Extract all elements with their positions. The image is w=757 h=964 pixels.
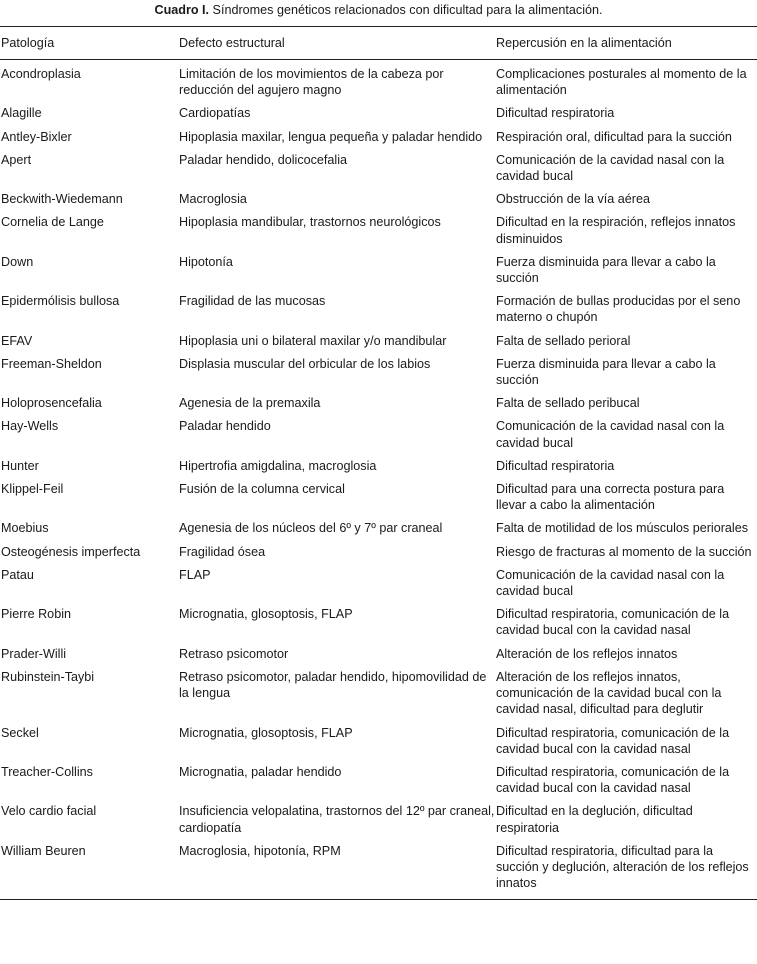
table-row — [0, 147, 757, 186]
cell-repercusion: Fuerza disminuida para llevar a cabo la succión — [496, 356, 716, 388]
table-row — [0, 390, 757, 413]
cell-defecto: Macroglosia — [179, 192, 247, 207]
cell-defecto: Paladar hendido, dolicocefalia — [179, 152, 348, 167]
cell-defecto: Hipoplasia uni o bilateral maxilar y/o mandibular — [179, 333, 447, 348]
cell-patologia: EFAV — [1, 333, 33, 348]
table-row — [0, 209, 757, 248]
cell-patologia: Hunter — [1, 458, 39, 473]
cell-patologia: Klippel-Feil — [1, 482, 64, 497]
cell-repercusion: Comunicación de la cavidad nasal con la cavidad bucal — [496, 419, 725, 450]
table-row — [0, 186, 757, 209]
cell-patologia: Freeman-Sheldon — [1, 356, 102, 371]
cell-defecto: Hipotonía — [179, 254, 233, 269]
table-row — [0, 720, 757, 759]
cell-repercusion: Comunicación de la cavidad nasal con la cavidad bucal — [496, 152, 725, 184]
cell-patologia: Beckwith-Wiedemann — [1, 192, 123, 207]
cell-repercusion: Dificultad respiratoria — [496, 458, 615, 473]
cell-defecto: Fragilidad de las mucosas — [179, 294, 326, 309]
cell-defecto: Agenesia de los núcleos del 6º y 7º par craneal — [179, 521, 443, 536]
cell-patologia: Rubinstein-Taybi — [1, 669, 95, 684]
cell-defecto: Macroglosia, hipotonía, RPM — [179, 838, 496, 900]
cell-defecto: Fragilidad ósea — [179, 544, 266, 559]
cell-patologia: Hay-Wells — [1, 419, 59, 434]
table-row — [0, 249, 757, 288]
table-row — [0, 759, 757, 798]
table-row — [0, 124, 757, 147]
cell-patologia: Down — [1, 254, 34, 269]
table-row — [0, 60, 757, 101]
cell-patologia: Patau — [1, 567, 34, 582]
cell-repercusion: Riesgo de fracturas al momento de la succión — [496, 544, 752, 559]
cell-repercusion: Alteración de los reflejos innatos, comunicación de la cavidad bucal con la cavidad nasal, dificultad para deglutir — [496, 669, 722, 717]
cell-defecto: Micrognatia, paladar hendido — [179, 764, 342, 779]
cell-patologia: Osteogénesis imperfecta — [1, 544, 141, 559]
cell-repercusion: Alteración de los reflejos innatos — [496, 646, 678, 661]
cell-defecto: Hipoplasia maxilar, lengua pequeña y paladar hendido — [179, 129, 483, 144]
cell-repercusion: Fuerza disminuida para llevar a cabo la succión — [496, 254, 716, 286]
table-row — [0, 288, 757, 327]
cell-defecto: FLAP — [179, 567, 211, 582]
cell-defecto: Cardiopatías — [179, 106, 251, 121]
table-row — [0, 641, 757, 664]
cell-defecto: Paladar hendido — [179, 419, 271, 434]
cell-patologia: Acondroplasia — [1, 67, 81, 81]
header-patologia: Patología — [0, 27, 179, 60]
table-row — [0, 476, 757, 515]
cell-repercusion: Dificultad respiratoria — [496, 106, 615, 121]
cell-defecto: Fusión de la columna cervical — [179, 482, 345, 497]
cell-patologia: Epidermólisis bullosa — [1, 294, 120, 309]
header-repercusion: Repercusión en la alimentación — [496, 27, 757, 60]
cell-defecto: Agenesia de la premaxila — [179, 396, 321, 411]
cell-repercusion: Falta de motilidad de los músculos periorales — [496, 521, 748, 536]
table-row — [0, 100, 757, 123]
table-row — [0, 453, 757, 476]
table-row — [0, 798, 757, 837]
cell-defecto: Hipoplasia mandibular, trastornos neurológicos — [179, 215, 441, 230]
cell-repercusion: Dificultad respiratoria, dificultad para la succión y deglución, alteración de los reflejos innatos — [496, 838, 757, 900]
table-caption — [0, 0, 757, 23]
cell-repercusion: Complicaciones posturales al momento de la alimentación — [496, 67, 747, 98]
cell-patologia: Pierre Robin — [1, 607, 71, 622]
cell-defecto: Micrognatia, glosoptosis, FLAP — [179, 725, 353, 740]
table-row — [0, 328, 757, 351]
table-row — [0, 351, 757, 390]
caption-text: Síndromes genéticos relacionados con dificultad para la alimentación. — [209, 3, 603, 17]
cell-repercusion: Falta de sellado peribucal — [496, 396, 640, 411]
header-defecto: Defecto estructural — [179, 27, 496, 60]
cell-defecto: Limitación de los movimientos de la cabeza por reducción del agujero magno — [179, 67, 444, 98]
header-row — [0, 27, 757, 60]
cell-defecto: Retraso psicomotor — [179, 646, 289, 661]
cell-patologia: Holoprosencefalia — [1, 396, 102, 411]
cell-patologia: Treacher-Collins — [1, 764, 93, 779]
cell-patologia: Moebius — [1, 521, 49, 536]
cell-repercusion: Dificultad en la deglución, dificultad respiratoria — [496, 804, 693, 835]
cell-defecto: Micrognatia, glosoptosis, FLAP — [179, 607, 353, 622]
table-body — [0, 60, 757, 900]
cell-repercusion: Comunicación de la cavidad nasal con la cavidad bucal — [496, 567, 725, 599]
cell-repercusion: Dificultad en la respiración, reflejos innatos disminuidos — [496, 215, 736, 246]
table-row — [0, 601, 757, 640]
cell-patologia: Velo cardio facial — [1, 804, 97, 819]
table-row — [0, 413, 757, 452]
cell-defecto: Displasia muscular del orbicular de los labios — [179, 356, 431, 371]
cell-repercusion: Dificultad respiratoria, comunicación de la cavidad bucal con la cavidad nasal — [496, 725, 730, 756]
table-row — [0, 515, 757, 538]
cell-patologia: Prader-Willi — [1, 646, 67, 661]
cell-repercusion: Falta de sellado perioral — [496, 333, 631, 348]
cell-repercusion: Dificultad para una correcta postura para llevar a cabo la alimentación — [496, 482, 725, 513]
cell-repercusion: Respiración oral, dificultad para la succión — [496, 129, 732, 144]
cell-patologia: William Beuren — [0, 838, 179, 900]
cell-patologia: Cornelia de Lange — [1, 215, 104, 230]
cell-patologia: Apert — [1, 152, 32, 167]
cell-defecto: Insuficiencia velopalatina, trastornos del 12º par craneal, cardiopatía — [179, 804, 495, 835]
cell-patologia: Alagille — [1, 106, 42, 121]
table-row — [0, 562, 757, 601]
caption-label: Cuadro I. — [154, 3, 210, 17]
cell-defecto: Hipertrofia amigdalina, macroglosia — [179, 458, 377, 473]
syndromes-table — [0, 26, 757, 900]
cell-repercusion: Dificultad respiratoria, comunicación de la cavidad bucal con la cavidad nasal — [496, 764, 730, 796]
cell-repercusion: Dificultad respiratoria, comunicación de la cavidad bucal con la cavidad nasal — [496, 607, 730, 638]
table-row — [0, 539, 757, 562]
table-row — [0, 838, 757, 900]
cell-defecto: Retraso psicomotor, paladar hendido, hipomovilidad de la lengua — [179, 669, 487, 701]
table-row — [0, 664, 757, 720]
cell-repercusion: Formación de bullas producidas por el seno materno o chupón — [496, 294, 741, 325]
cell-patologia: Seckel — [1, 725, 39, 740]
cell-patologia: Antley-Bixler — [1, 129, 72, 144]
cell-repercusion: Obstrucción de la vía aérea — [496, 192, 651, 207]
